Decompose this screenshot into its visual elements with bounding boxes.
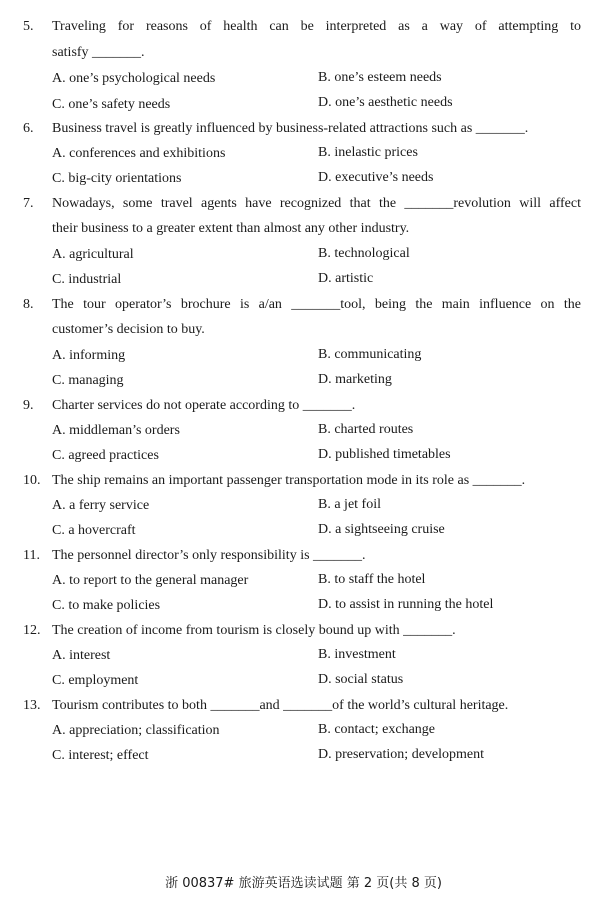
option-c: C. a hovercraft bbox=[52, 523, 136, 538]
option-d: D. published timetables bbox=[318, 447, 451, 462]
option-a: A. interest bbox=[52, 648, 111, 663]
question-stem-line: Traveling for reasons of health can be interpreted as a way of attempting to bbox=[52, 19, 581, 34]
option-b: B. technological bbox=[318, 246, 410, 261]
question-stem-line: Business travel is greatly influenced by business-related attractions such as _______. bbox=[52, 121, 529, 136]
option-c: C. big-city orientations bbox=[52, 171, 182, 186]
option-a: A. middleman’s orders bbox=[52, 423, 180, 438]
question-number: 5. bbox=[23, 19, 34, 34]
option-c: C. industrial bbox=[52, 272, 122, 287]
option-a: A. conferences and exhibitions bbox=[52, 146, 226, 161]
option-d: D. preservation; development bbox=[318, 747, 485, 762]
option-b: B. inelastic prices bbox=[318, 145, 418, 160]
question-stem-line: Tourism contributes to both _______and _______of the world’s cultural heritage. bbox=[52, 698, 509, 713]
question-stem-line: customer’s decision to buy. bbox=[52, 322, 205, 337]
option-a: A. a ferry service bbox=[52, 498, 150, 513]
option-b: B. to staff the hotel bbox=[318, 572, 426, 587]
question-stem-line: The tour operator’s brochure is a/an _______tool, being the main influence on the bbox=[52, 297, 581, 312]
option-c: C. agreed practices bbox=[52, 448, 159, 463]
option-a: A. one’s psychological needs bbox=[52, 71, 216, 86]
question-number: 13. bbox=[23, 698, 41, 713]
question-number: 7. bbox=[23, 196, 34, 211]
option-d: D. to assist in running the hotel bbox=[318, 597, 494, 612]
question-stem-line: The creation of income from tourism is closely bound up with _______. bbox=[52, 623, 456, 638]
option-a: A. informing bbox=[52, 348, 126, 363]
question-number: 12. bbox=[23, 623, 41, 638]
option-c: C. managing bbox=[52, 373, 124, 388]
question-stem-line: The personnel director’s only responsibility is _______. bbox=[52, 548, 366, 563]
option-b: B. communicating bbox=[318, 347, 422, 362]
question-stem-line: The ship remains an important passenger transportation mode in its role as _______. bbox=[52, 473, 526, 488]
option-d: D. executive’s needs bbox=[318, 170, 434, 185]
option-b: B. one’s esteem needs bbox=[318, 70, 442, 85]
option-c: C. interest; effect bbox=[52, 748, 149, 763]
question-number: 11. bbox=[23, 548, 40, 563]
option-d: D. one’s aesthetic needs bbox=[318, 95, 453, 110]
page-footer: 浙 00837# 旅游英语选读试题 第 2 页(共 8 页) bbox=[165, 876, 442, 891]
option-c: C. to make policies bbox=[52, 598, 161, 613]
option-b: B. a jet foil bbox=[318, 497, 381, 512]
option-a: A. appreciation; classification bbox=[52, 723, 220, 738]
question-stem-line: Nowadays, some travel agents have recognized that the _______revolution will affect bbox=[52, 196, 581, 211]
option-d: D. a sightseeing cruise bbox=[318, 522, 445, 537]
question-number: 9. bbox=[23, 398, 34, 413]
option-d: D. artistic bbox=[318, 271, 374, 286]
question-number: 8. bbox=[23, 297, 34, 312]
option-c: C. employment bbox=[52, 673, 139, 688]
option-b: B. investment bbox=[318, 647, 396, 662]
question-stem-line: satisfy _______. bbox=[52, 45, 145, 60]
option-d: D. social status bbox=[318, 672, 404, 687]
option-b: B. charted routes bbox=[318, 422, 414, 437]
option-d: D. marketing bbox=[318, 372, 392, 387]
question-stem-line: their business to a greater extent than almost any other industry. bbox=[52, 221, 410, 236]
option-a: A. to report to the general manager bbox=[52, 573, 249, 588]
option-b: B. contact; exchange bbox=[318, 722, 436, 737]
question-number: 6. bbox=[23, 121, 34, 136]
question-number: 10. bbox=[23, 473, 41, 488]
question-stem-line: Charter services do not operate according to _______. bbox=[52, 398, 356, 413]
option-a: A. agricultural bbox=[52, 247, 134, 262]
option-c: C. one’s safety needs bbox=[52, 97, 171, 112]
